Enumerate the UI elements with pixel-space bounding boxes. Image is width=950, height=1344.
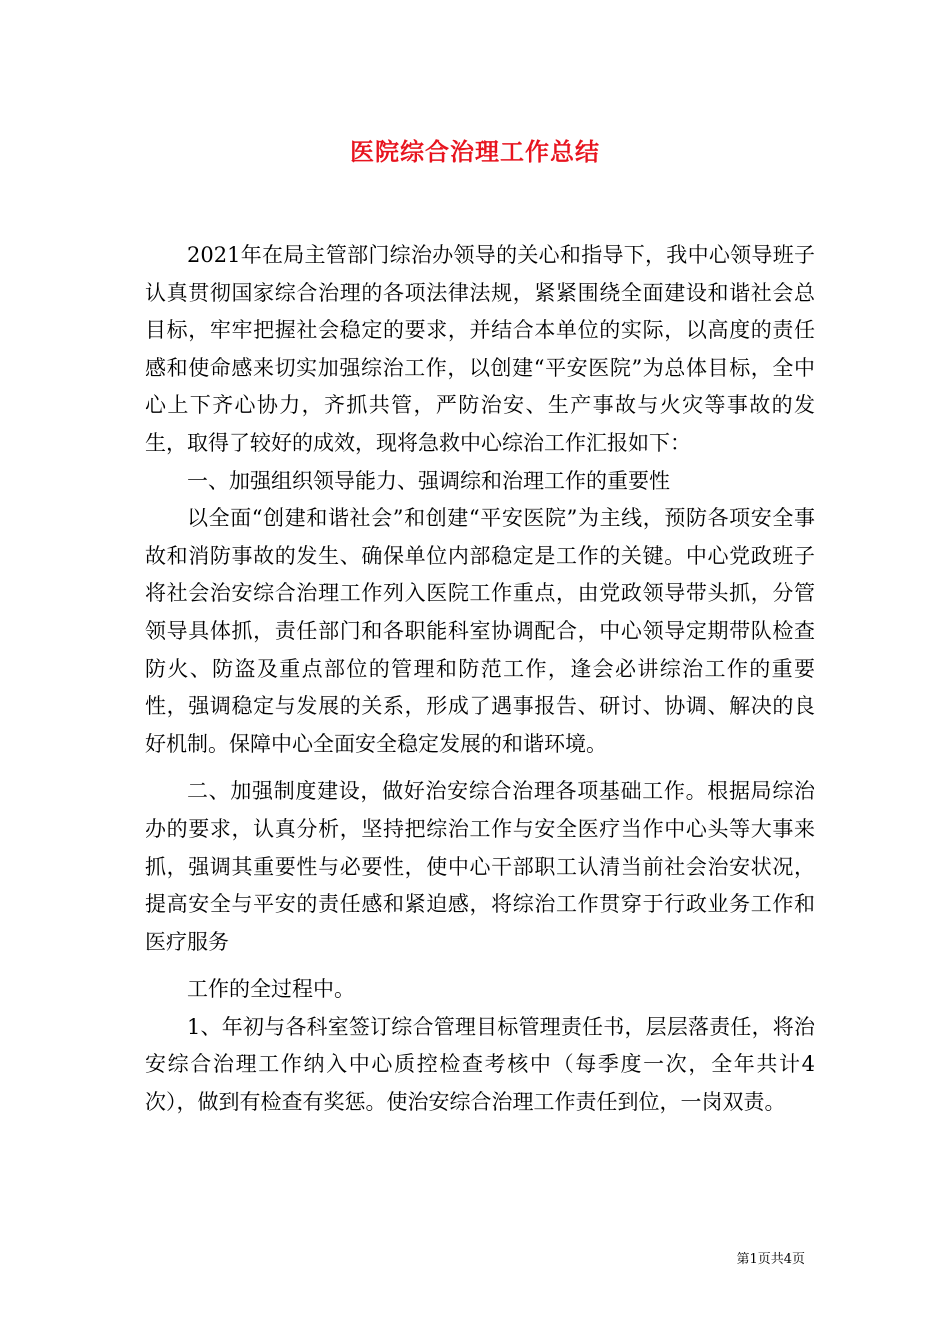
paragraph-intro: 2021年在局主管部门综治办领导的关心和指导下，我中心领导班子认真贯彻国家综合治理的各项法律法规，紧紧围绕全面建设和谐社会总目标，牢牢把握社会稳定的要求，并结合本单位的实际，以高度的责任感和使命感来切实加强综治工作，以创建“平安医院”为总体目标，全中心上下齐心协力，齐抓共管，严防治安、生产事故与火灾等事故的发生，取得了较好的成效，现将急救中心综治工作汇报如下： (145, 243, 815, 455)
list-item-1: 1、年初与各科室签订综合管理目标管理责任书，层层落责任，将治安综合治理工作纳入中心质控检查考核中（每季度一次，全年共计4次），做到有检查有奖惩。使治安综合治理工作责任到位，一岗双责。 (145, 1014, 815, 1115)
paragraph-section-2: 二、加强制度建设，做好治安综合治理各项基础工作。根据局综治办的要求，认真分析，坚持把综治工作与安全医疗当作中心头等大事来抓，强调其重要性与必要性，使中心干部职工认清当前社会治安状况，提高安全与平安的责任感和紧迫感，将综治工作贯穿于行政业务工作和医疗服务 (145, 779, 815, 954)
document-body (145, 237, 815, 1122)
paragraph-section-1: 以全面“创建和谐社会”和创建“平安医院”为主线，预防各项安全事故和消防事故的发生、确保单位内部稳定是工作的关键。中心党政班子将社会治安综合治理工作列入医院工作重点，由党政领导带头抓，分管领导具体抓，责任部门和各职能科室协调配合，中心领导定期带队检查防火、防盗及重点部位的管理和防范工作，逢会必讲综治工作的重要性，强调稳定与发展的关系，形成了遇事报告、研讨、协调、解决的良好机制。保障中心全面安全稳定发展的和谐环境。 (145, 506, 815, 756)
section-heading-1: 一、加强组织领导能力、强调综和治理工作的重要性 (187, 468, 670, 493)
document-title: 医院综合治理工作总结 (350, 137, 600, 166)
paragraph-continuation: 工作的全过程中。 (187, 977, 355, 1002)
page-number: 第1页共4页 (736, 1252, 805, 1267)
